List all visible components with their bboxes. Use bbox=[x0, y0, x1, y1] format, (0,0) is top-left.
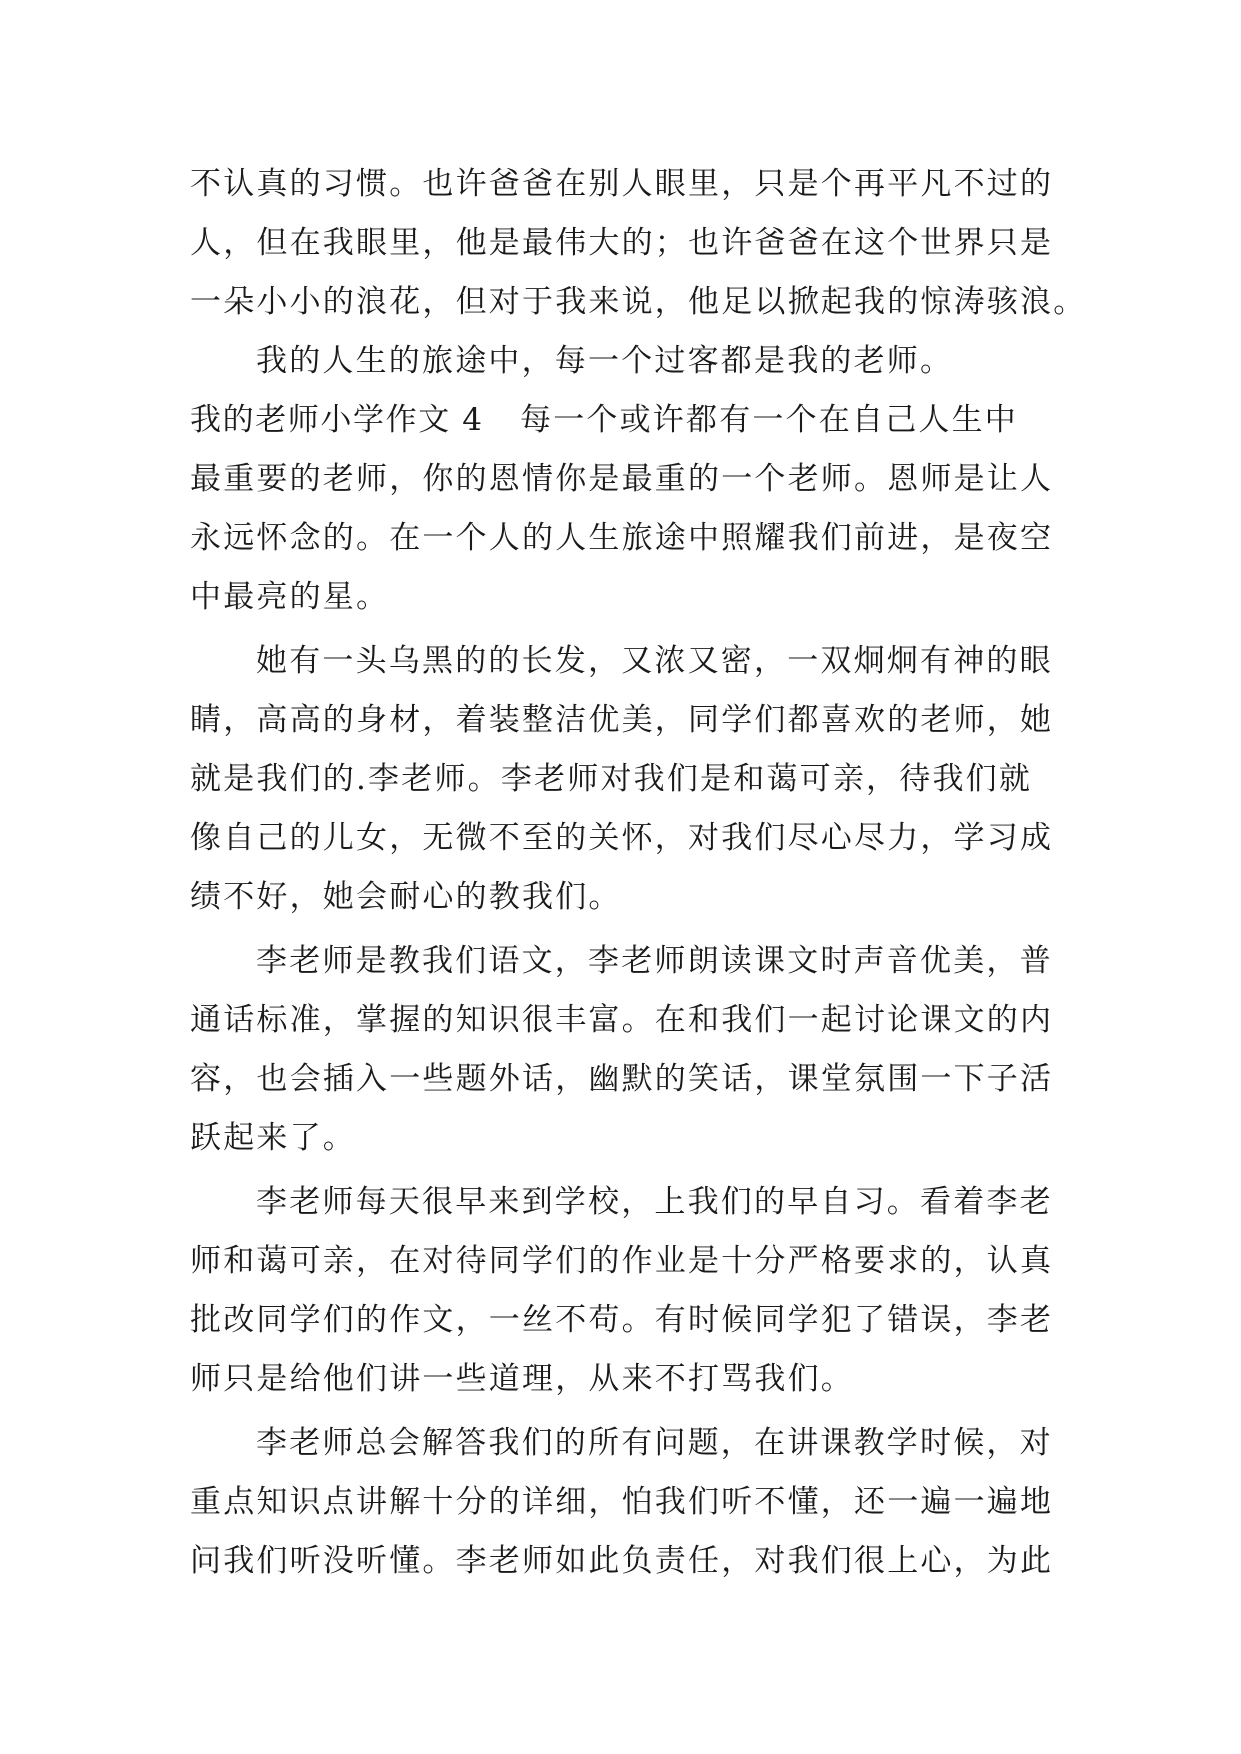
essay-title: 我的老师小学作文 4 bbox=[190, 402, 484, 438]
text-line: 绩不好，她会耐心的教我们。 bbox=[190, 879, 622, 915]
text-line: 人，但在我眼里，他是最伟大的；也许爸爸在这个世界只是 bbox=[190, 225, 1054, 261]
text-line: 像自己的儿女，无微不至的关怀，对我们尽心尽力，学习成 bbox=[190, 820, 1054, 856]
text-line: 不认真的习惯。也许爸爸在别人眼里，只是个再平凡不过的 bbox=[190, 166, 1054, 202]
text-line: 重点知识点讲解十分的详细，怕我们听不懂，还一遍一遍地 bbox=[190, 1484, 1054, 1520]
text-line: 最重要的老师，你的恩情你是最重的一个老师。恩师是让人 bbox=[190, 461, 1054, 497]
text-line: 她有一头乌黑的的长发，又浓又密，一双炯炯有神的眼 bbox=[256, 643, 1053, 679]
essay-text bbox=[190, 155, 1087, 1591]
text-line: 跃起来了。 bbox=[190, 1120, 356, 1156]
text-line: 永远怀念的。在一个人的人生旅途中照耀我们前进，是夜空 bbox=[190, 520, 1054, 556]
text-line: 李老师是教我们语文，李老师朗读课文时声音优美，普 bbox=[256, 943, 1053, 979]
text-line: 批改同学们的作文，一丝不苟。有时候同学犯了错误，李老 bbox=[190, 1302, 1054, 1338]
text-line: 师只是给他们讲一些道理，从来不打骂我们。 bbox=[190, 1361, 854, 1397]
text-line: 就是我们的.李老师。李老师对我们是和蔼可亲，待我们就 bbox=[190, 761, 1033, 797]
text-line: 我的人生的旅途中，每一个过客都是我的老师。 bbox=[256, 343, 954, 379]
text-line: 中最亮的星。 bbox=[190, 579, 390, 615]
text-line: 师和蔼可亲，在对待同学们的作业是十分严格要求的，认真 bbox=[190, 1243, 1054, 1279]
text-line: 问我们听没听懂。李老师如此负责任，对我们很上心，为此 bbox=[190, 1543, 1054, 1579]
text-line: 睛，高高的身材，着装整洁优美，同学们都喜欢的老师，她 bbox=[190, 702, 1054, 738]
essay-heading-line bbox=[190, 391, 1060, 450]
text-line: 容，也会插入一些题外话，幽默的笑话，课堂氛围一下子活 bbox=[190, 1061, 1054, 1097]
text-line: 李老师总会解答我们的所有问题，在讲课教学时候，对 bbox=[256, 1425, 1053, 1461]
essay-heading-text: 每一个或许都有一个在自己人生中 bbox=[520, 402, 1018, 438]
text-line: 李老师每天很早来到学校，上我们的早自习。看着李老 bbox=[256, 1184, 1053, 1220]
text-line: 通话标准，掌握的知识很丰富。在和我们一起讨论课文的内 bbox=[190, 1002, 1054, 1038]
text-line: 一朵小小的浪花，但对于我来说，他足以掀起我的惊涛骇浪。 bbox=[190, 284, 1087, 320]
